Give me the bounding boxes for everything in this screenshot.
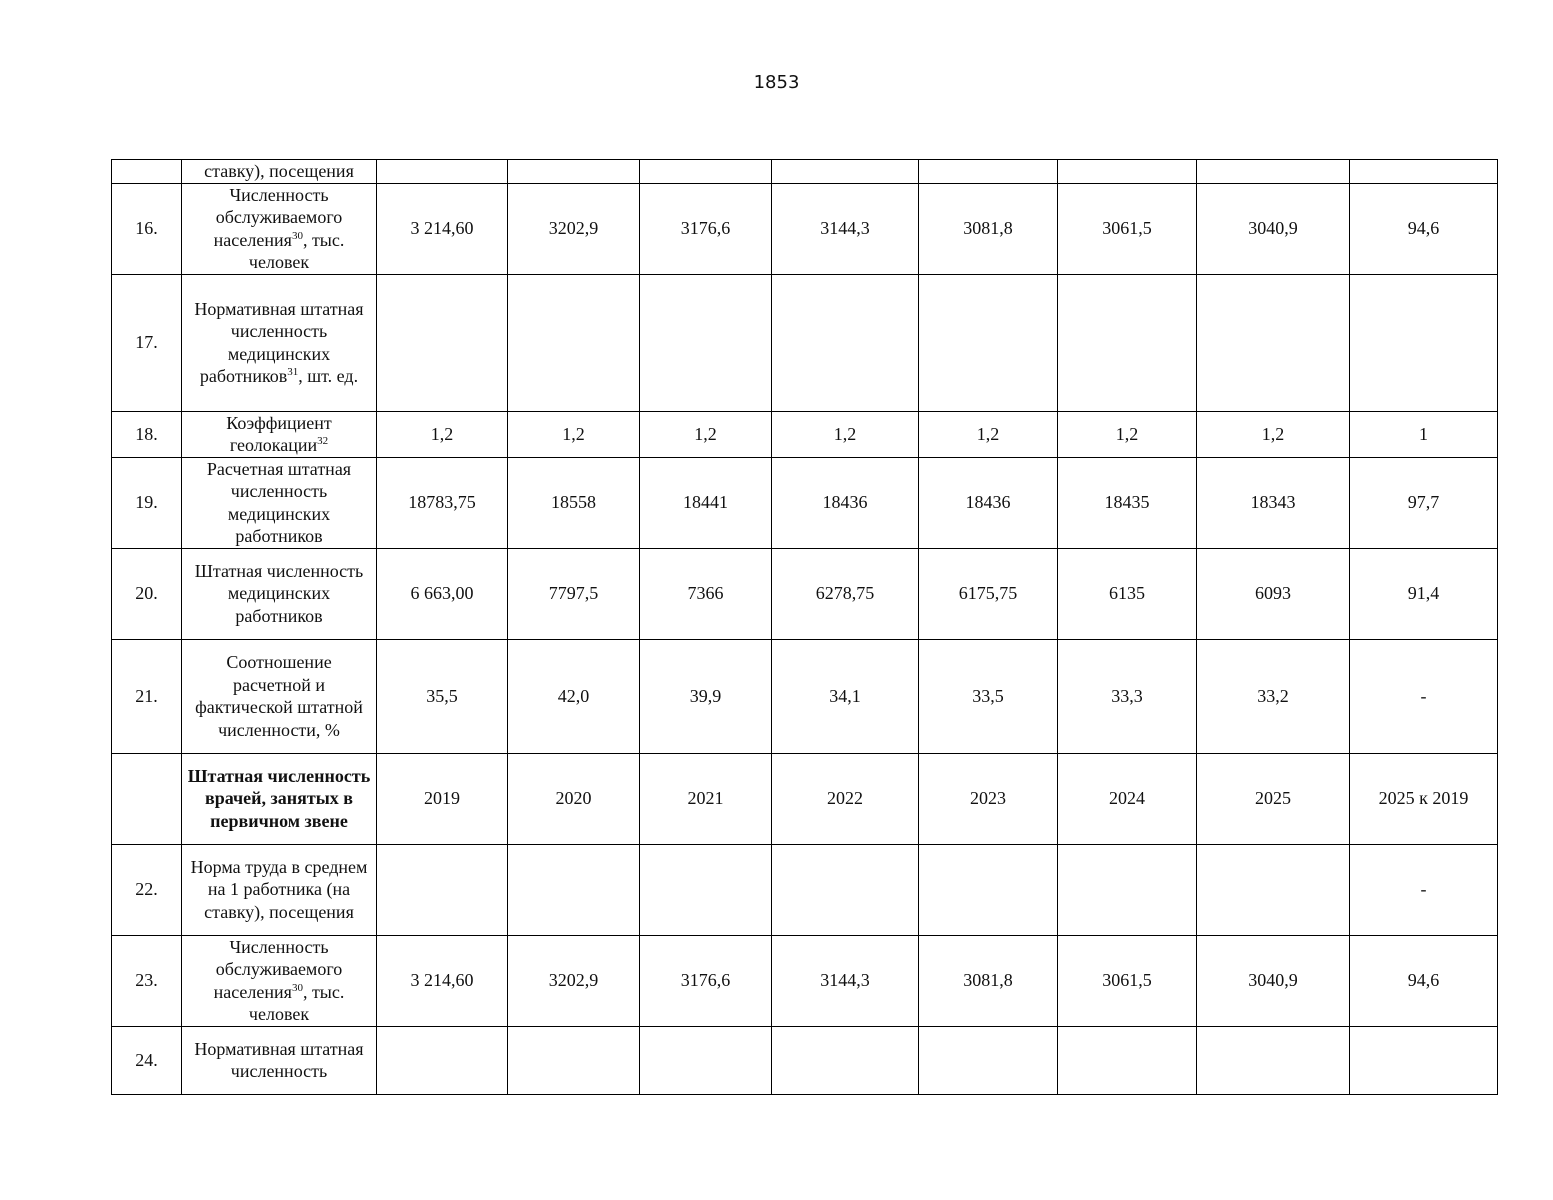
table-row [112,844,1498,935]
table-row [112,548,1498,639]
value-cell [1197,844,1350,935]
value-cell: 6278,75 [772,548,919,639]
row-number: 21. [112,639,182,753]
value-cell [508,1026,640,1094]
value-cell: 1,2 [919,411,1058,457]
page-number: 1853 [753,72,800,93]
value-cell: 1 [1350,411,1498,457]
value-cell: 3040,9 [1197,935,1350,1026]
value-cell: 7366 [640,548,772,639]
value-cell: 6093 [1197,548,1350,639]
value-cell [919,844,1058,935]
row-name: ставку), посещения [182,160,377,184]
value-cell: - [1350,844,1498,935]
value-cell: 33,3 [1058,639,1197,753]
row-number [112,160,182,184]
value-cell: 18435 [1058,457,1197,548]
value-cell: 3202,9 [508,183,640,274]
table-row [112,160,1498,184]
value-cell [377,1026,508,1094]
value-cell [640,274,772,411]
value-cell: 6 663,00 [377,548,508,639]
year-cell: 2020 [508,753,640,844]
table-row [112,935,1498,1026]
table-row [112,457,1498,548]
value-cell: 18783,75 [377,457,508,548]
row-number: 18. [112,411,182,457]
value-cell [772,1026,919,1094]
value-cell: 91,4 [1350,548,1498,639]
year-cell: 2021 [640,753,772,844]
value-cell: 94,6 [1350,183,1498,274]
row-number: 20. [112,548,182,639]
value-cell: 3061,5 [1058,183,1197,274]
value-cell: 1,2 [1197,411,1350,457]
row-name: Расчетная штатная численность медицинских работников [182,457,377,548]
value-cell [1058,274,1197,411]
value-cell: 35,5 [377,639,508,753]
value-cell: 1,2 [377,411,508,457]
year-cell: 2019 [377,753,508,844]
value-cell [1197,274,1350,411]
value-cell [772,274,919,411]
row-name: Численность обслуживаемого населения$^{30}$, тыс. человек [182,183,377,274]
value-cell [377,844,508,935]
year-cell: 2022 [772,753,919,844]
value-cell: 42,0 [508,639,640,753]
value-cell: 3202,9 [508,935,640,1026]
table-row [112,1026,1498,1094]
value-cell: 94,6 [1350,935,1498,1026]
value-cell: 1,2 [640,411,772,457]
section-title: Штатная численность врачей, занятых в первичном звене [182,753,377,844]
value-cell: 3040,9 [1197,183,1350,274]
value-cell [1058,1026,1197,1094]
value-cell [1058,844,1197,935]
year-cell: 2025 к 2019 [1350,753,1498,844]
value-cell [508,844,640,935]
value-cell [377,274,508,411]
value-cell: 3176,6 [640,935,772,1026]
table-row [112,639,1498,753]
value-cell: 1,2 [508,411,640,457]
row-name: Численность обслуживаемого населения$^{30}$, тыс. человек [182,935,377,1026]
value-cell: 1,2 [1058,411,1197,457]
year-cell: 2024 [1058,753,1197,844]
row-name: Нормативная штатная численность медицинских работников$^{31}$, шт. ед. [182,274,377,411]
year-cell: 2023 [919,753,1058,844]
value-cell: 3 214,60 [377,183,508,274]
value-cell [1350,274,1498,411]
value-cell: 18436 [919,457,1058,548]
value-cell [640,844,772,935]
value-cell: 3081,8 [919,183,1058,274]
row-number: 24. [112,1026,182,1094]
value-cell [508,274,640,411]
value-cell: 1,2 [772,411,919,457]
value-cell: 97,7 [1350,457,1498,548]
row-number: 22. [112,844,182,935]
value-cell [640,1026,772,1094]
value-cell: 3061,5 [1058,935,1197,1026]
row-number [112,753,182,844]
value-cell: 3081,8 [919,935,1058,1026]
row-number: 17. [112,274,182,411]
value-cell: 3144,3 [772,935,919,1026]
value-cell: 18441 [640,457,772,548]
value-cell: 33,2 [1197,639,1350,753]
table-row [112,274,1498,411]
value-cell: 3 214,60 [377,935,508,1026]
row-name: Штатная численность медицинских работников [182,548,377,639]
value-cell: 6175,75 [919,548,1058,639]
value-cell [772,844,919,935]
row-number: 19. [112,457,182,548]
row-name: Норма труда в среднем на 1 работника (на ставку), посещения [182,844,377,935]
value-cell: 34,1 [772,639,919,753]
value-cell [1350,1026,1498,1094]
section-header-row [112,753,1498,844]
row-number: 23. [112,935,182,1026]
row-name: Нормативная штатная численность [182,1026,377,1094]
data-table [111,159,1498,1095]
value-cell: 3176,6 [640,183,772,274]
value-cell: 18436 [772,457,919,548]
value-cell: 6135 [1058,548,1197,639]
row-number: 16. [112,183,182,274]
value-cell: 39,9 [640,639,772,753]
table-row [112,411,1498,457]
value-cell: 3144,3 [772,183,919,274]
value-cell [1197,1026,1350,1094]
row-name: Коэффициент геолокации$^{32}$ [182,411,377,457]
value-cell: - [1350,639,1498,753]
value-cell: 7797,5 [508,548,640,639]
value-cell [919,1026,1058,1094]
table-row [112,183,1498,274]
year-cell: 2025 [1197,753,1350,844]
value-cell: 18343 [1197,457,1350,548]
row-name: Соотношение расчетной и фактической штатной численности, % [182,639,377,753]
value-cell [919,274,1058,411]
value-cell: 33,5 [919,639,1058,753]
value-cell: 18558 [508,457,640,548]
